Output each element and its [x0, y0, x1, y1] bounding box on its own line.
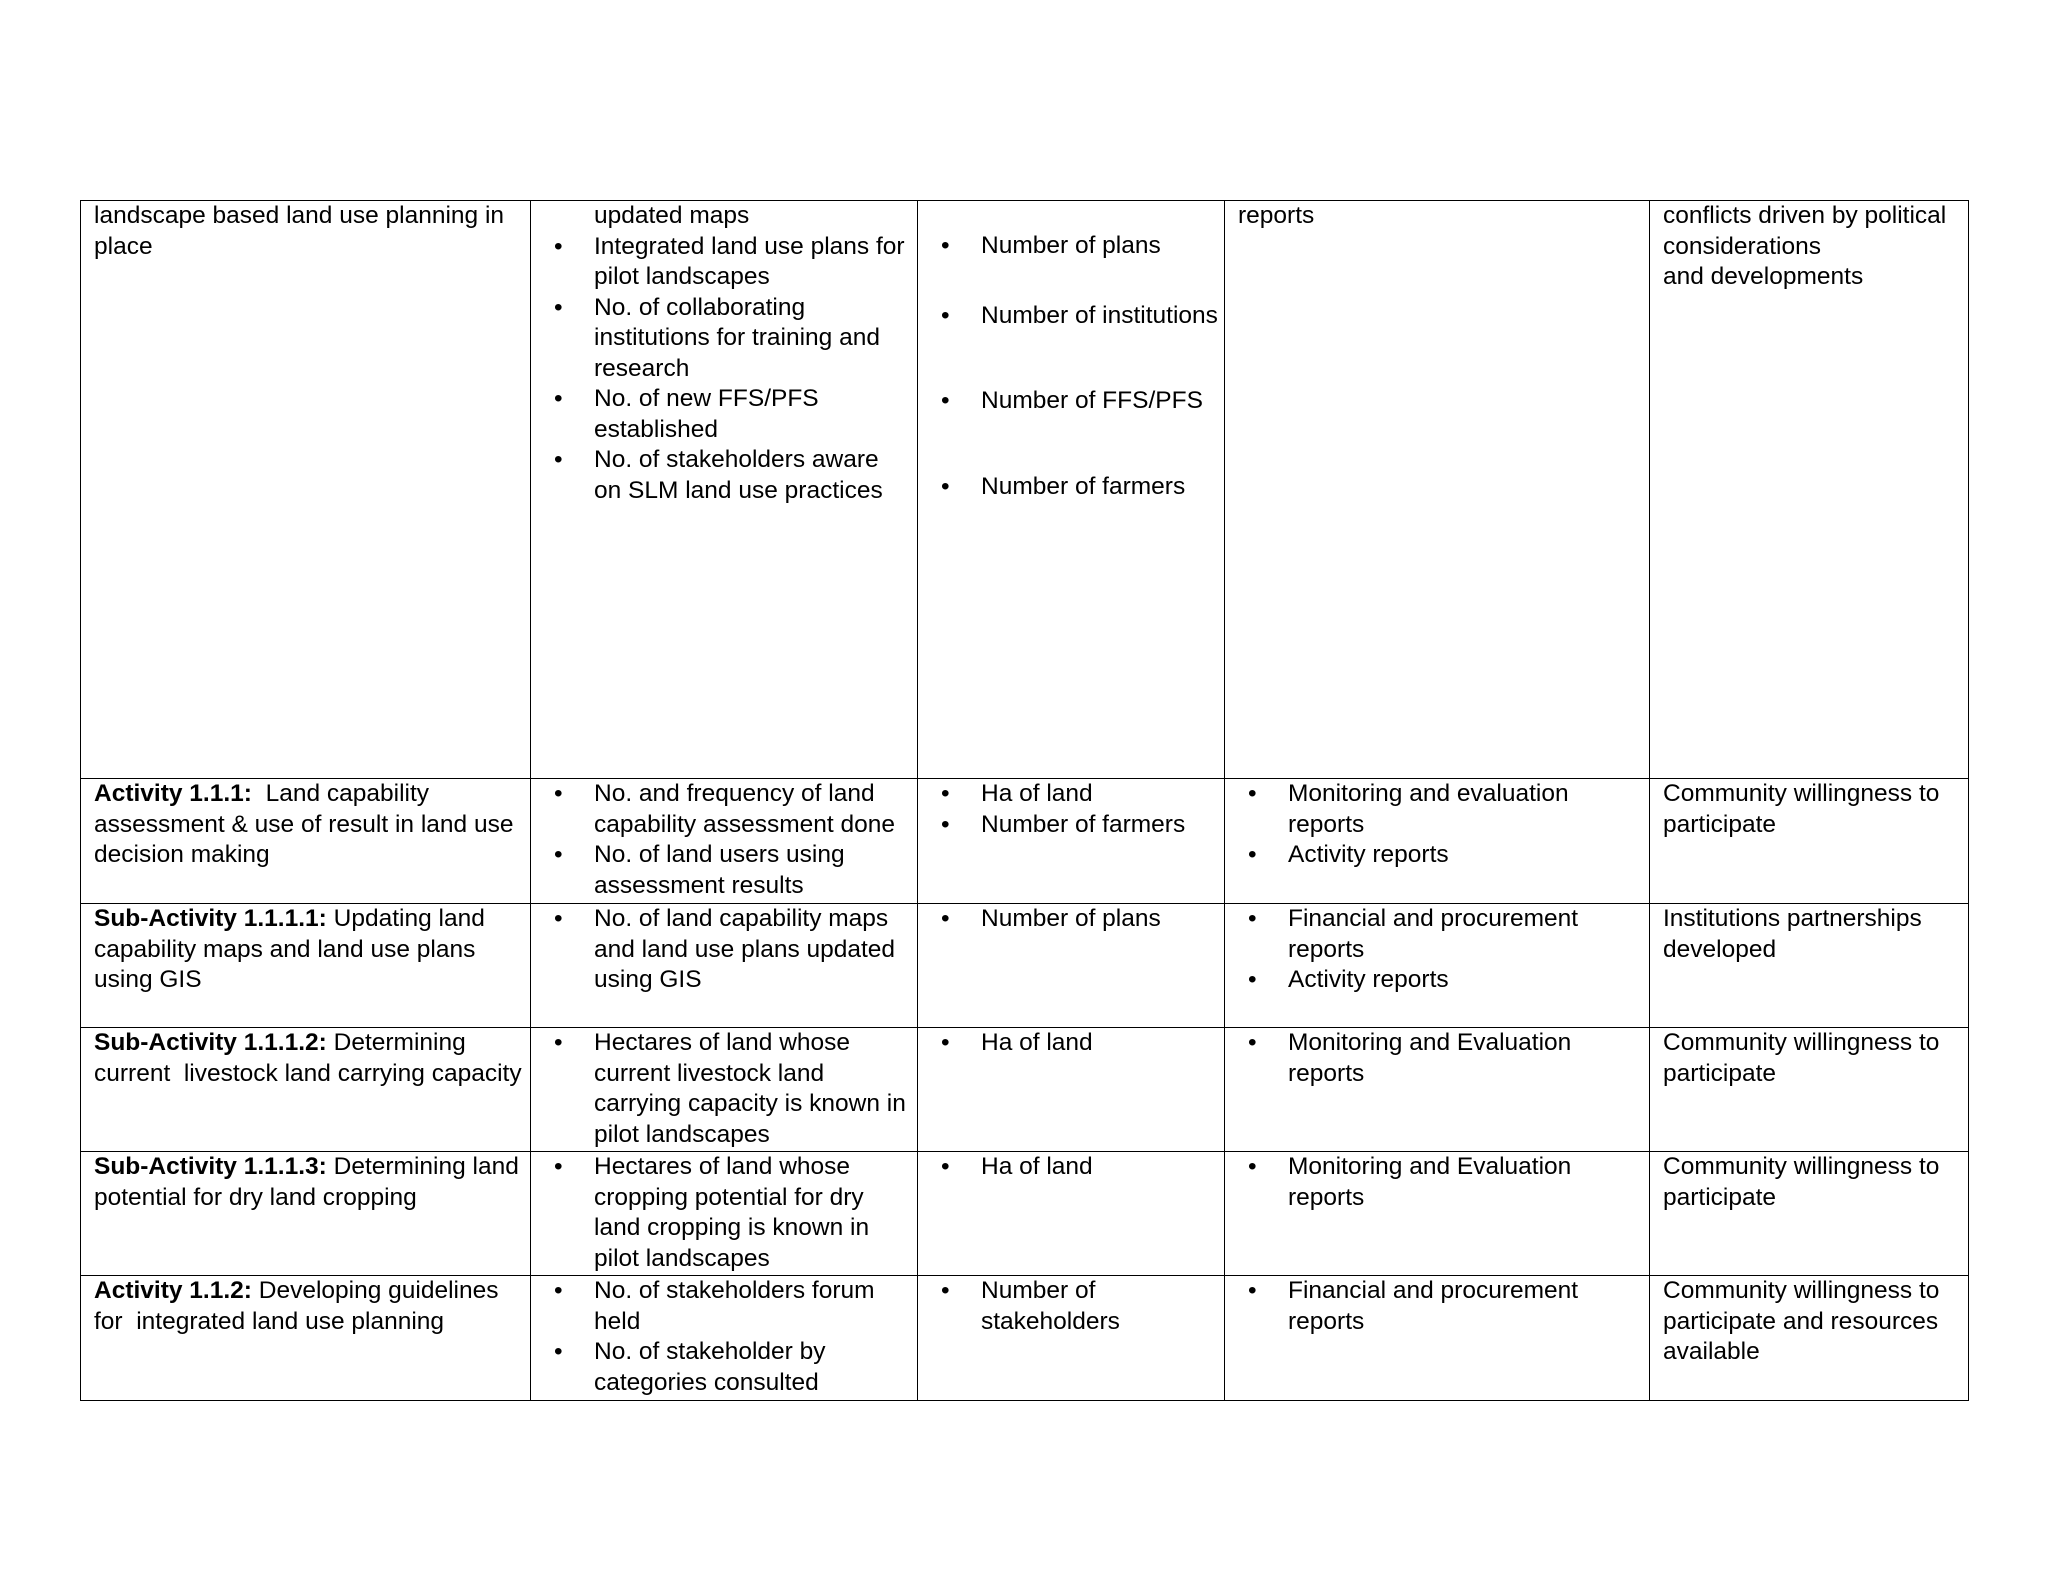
assumption-text: Community willingness to participate [1663, 780, 1940, 838]
unit-item: • Ha of land [981, 1028, 1218, 1059]
unit-cell [918, 1028, 1225, 1152]
verification-item: • Monitoring and Evaluation reports [1288, 1028, 1643, 1089]
activity-cell [81, 904, 531, 1028]
unit-cell [918, 1276, 1225, 1401]
indicator-item: • No. of new FFS/PFS established [594, 384, 911, 445]
verification-cell [1225, 1028, 1650, 1152]
assumption-line: and developments [1663, 263, 1864, 290]
indicator-item: • No. and frequency of land capability assessment done [594, 779, 911, 840]
activity-cell [81, 779, 531, 904]
assumption-cell [1650, 1152, 1969, 1276]
logframe-table [80, 200, 1969, 1401]
verification-item: • Monitoring and evaluation reports [1288, 779, 1643, 840]
indicator-cell [531, 1152, 918, 1276]
indicator-item: • No. of land capability maps and land use plans updated using GIS [594, 904, 911, 996]
activity-cell [81, 1276, 531, 1401]
indicator-item: • No. of collaborating institutions for training and research [594, 293, 911, 385]
indicator-cell [531, 779, 918, 904]
unit-cell [918, 779, 1225, 904]
activity-text: Developing guidelines for integrated land use planning [94, 1277, 506, 1335]
indicator-continuation: updated maps [594, 202, 750, 229]
assumption-text: Community willingness to participate [1663, 1153, 1940, 1211]
table-row [81, 1152, 1969, 1276]
indicator-item: • Hectares of land whose current livestock land carrying capacity is known in pilot landscapes [594, 1028, 911, 1150]
assumption-cell [1650, 904, 1969, 1028]
indicator-item: • No. of stakeholder by categories consulted [594, 1337, 911, 1398]
verification-cell [1225, 201, 1650, 779]
activity-label: Sub-Activity 1.1.1.2: [94, 1029, 327, 1056]
indicator-item: • Hectares of land whose cropping potential for dry land cropping is known in pilot landscapes [594, 1152, 911, 1274]
unit-item: • Number of plans [981, 231, 1218, 262]
verification-cell [1225, 779, 1650, 904]
indicator-cell [531, 904, 918, 1028]
unit-cell [918, 904, 1225, 1028]
indicator-cell [531, 1276, 918, 1401]
activity-cell [81, 201, 531, 779]
unit-cell [918, 1152, 1225, 1276]
indicator-item: • No. of stakeholders aware on SLM land use practices [594, 445, 911, 506]
verification-item: • Activity reports [1288, 840, 1643, 871]
activity-text: Determining current livestock land carrying capacity [94, 1029, 522, 1087]
activity-label: Sub-Activity 1.1.1.1: [94, 905, 327, 932]
unit-item: • Number of plans [981, 904, 1218, 935]
assumption-text: Institutions partnerships developed [1663, 905, 1922, 963]
verification-cell [1225, 1276, 1650, 1401]
verification-item: • Activity reports [1288, 965, 1643, 996]
indicator-item: • No. of land users using assessment results [594, 840, 911, 901]
assumption-cell [1650, 1276, 1969, 1401]
assumption-line: conflicts driven by political considerations [1663, 202, 1947, 260]
unit-item: • Number of farmers [981, 472, 1218, 503]
unit-item: • Number of FFS/PFS [981, 386, 1218, 417]
assumption-text: Community willingness to participate [1663, 1029, 1940, 1087]
table-row [81, 1028, 1969, 1152]
verification-cell [1225, 1152, 1650, 1276]
unit-item: • Number of institutions [981, 301, 1218, 332]
activity-text: Updating land capability maps and land use plans using GIS [94, 905, 492, 993]
assumption-cell [1650, 1028, 1969, 1152]
verification-item: • Financial and procurement reports [1288, 1276, 1643, 1337]
verification-text: reports [1238, 202, 1315, 229]
activity-text: landscape based land use planning in place [94, 202, 505, 260]
table-row [81, 1276, 1969, 1401]
assumption-cell [1650, 779, 1969, 904]
unit-item: • Number of stakeholders [981, 1276, 1218, 1337]
verification-item: • Financial and procurement reports [1288, 904, 1643, 965]
assumption-text: Community willingness to participate and resources available [1663, 1277, 1940, 1365]
assumption-cell [1650, 201, 1969, 779]
indicator-cell [531, 1028, 918, 1152]
activity-cell [81, 1152, 531, 1276]
activity-text: Determining land potential for dry land cropping [94, 1153, 526, 1211]
unit-item: • Number of farmers [981, 810, 1218, 841]
activity-text: Land capability assessment & use of result in land use decision making [94, 780, 521, 868]
indicator-item: • Integrated land use plans for pilot landscapes [594, 232, 911, 293]
table-row [81, 904, 1969, 1028]
unit-item: • Ha of land [981, 1152, 1218, 1183]
table-row [81, 201, 1969, 779]
unit-item: • Ha of land [981, 779, 1218, 810]
activity-label: Sub-Activity 1.1.1.3: [94, 1153, 327, 1180]
activity-label: Activity 1.1.2: [94, 1277, 252, 1304]
unit-cell [918, 201, 1225, 779]
indicator-item: • No. of stakeholders forum held [594, 1276, 911, 1337]
verification-cell [1225, 904, 1650, 1028]
indicator-cell [531, 201, 918, 779]
activity-label: Activity 1.1.1: [94, 780, 252, 807]
verification-item: • Monitoring and Evaluation reports [1288, 1152, 1643, 1213]
table-row [81, 779, 1969, 904]
activity-cell [81, 1028, 531, 1152]
